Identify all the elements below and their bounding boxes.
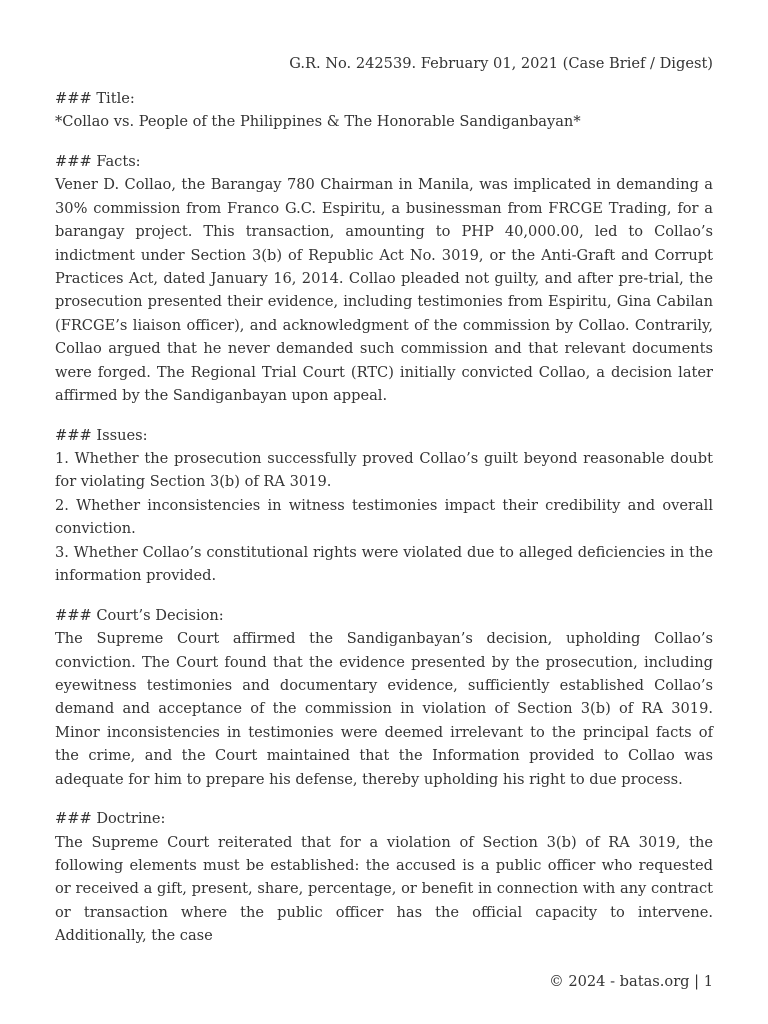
- facts-section: [55, 150, 713, 407]
- decision-paragraph: The Supreme Court affirmed the Sandiganbayan’s decision, upholding Collao’s conviction. The Court found that the evidence presented by the prosecution, including eyewitness testimonies and documentary evidence, sufficiently established Collao’s demand and acceptance of the commission in violation of Section 3(b) of RA 3019. Minor inconsistencies in testimonies were deemed irrelevant to the principal facts of the crime, and the Court maintained that the Information provided to Collao was adequate for him to prepare his defense, thereby upholding his right to due process.: [55, 630, 713, 788]
- facts-heading: ### Facts:: [55, 153, 141, 170]
- page-footer: © 2024 - batas.org | 1: [549, 973, 713, 990]
- doctrine-section: [55, 807, 713, 947]
- issue-item: 1. Whether the prosecution successfully proved Collao’s guilt beyond reasonable doubt for violating Section 3(b) of RA 3019.: [55, 450, 713, 491]
- doctrine-paragraph: The Supreme Court reiterated that for a violation of Section 3(b) of RA 3019, the following elements must be established: the accused is a public officer who requested or received a gift, present, share, percentage, or benefit in connection with any contract or transaction where the public officer has the official capacity to intervene. Additionally, the case: [55, 833, 713, 945]
- title-heading: ### Title:: [55, 90, 135, 107]
- case-title: *Collao vs. People of the Philippines & The Honorable Sandiganbayan*: [55, 113, 581, 131]
- issue-item: 3. Whether Collao’s constitutional rights were violated due to alleged deficiencies in the information provided.: [55, 543, 713, 585]
- decision-section: [55, 604, 713, 791]
- doctrine-heading: ### Doctrine:: [55, 810, 166, 828]
- issues-section: [55, 424, 713, 588]
- title-section: [55, 87, 713, 134]
- document-body: [55, 87, 713, 964]
- case-reference-header: G.R. No. 242539. February 01, 2021 (Case Brief / Digest): [289, 55, 713, 72]
- decision-heading: ### Court’s Decision:: [55, 606, 224, 624]
- issue-item: 2. Whether inconsistencies in witness testimonies impact their credibility and overall conviction.: [55, 496, 713, 538]
- facts-paragraph: Vener D. Collao, the Barangay 780 Chairman in Manila, was implicated in demanding a 30% commission from Franco G.C. Espiritu, a businessman from FRCGE Trading, for a barangay project. This transaction, amounting to PHP 40,000.00, led to Collao’s indictment under Section 3(b) of Republic Act No. 3019, or the Anti-Graft and Corrupt Practices Act, dated January 16, 2014. Collao pleaded not guilty, and after pre-trial, the prosecution presented their evidence, including testimonies from Espiritu, Gina Cabilan (FRCGE’s liaison officer), and acknowledgment of the commission by Collao. Contrarily, Collao argued that he never demanded such commission and that relevant documents were forged. The Regional Trial Court (RTC) initially convicted Collao, a decision later affirmed by the Sandiganbayan upon appeal.: [55, 176, 713, 405]
- issues-heading: ### Issues:: [55, 426, 148, 444]
